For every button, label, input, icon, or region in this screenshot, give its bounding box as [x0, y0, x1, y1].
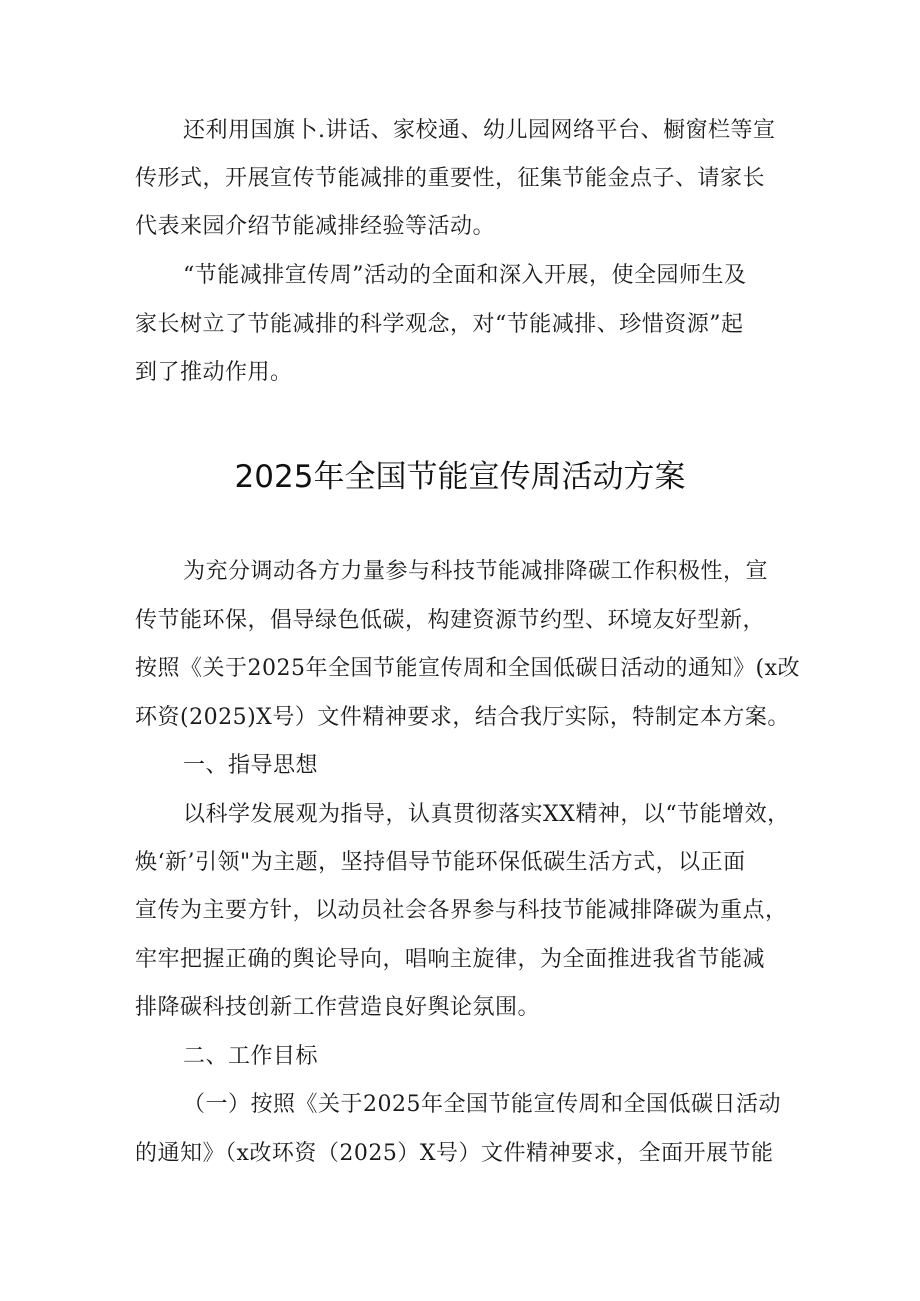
intro-paragraph-1-line: 还利用国旗卜.讲话、家校通、幼儿园网络平台、橱窗栏等宣: [183, 118, 776, 143]
intro-paragraph-2-line: “节能减排宣传周”活动的全面和深入开展，使全园师生及: [183, 263, 747, 288]
section-1-line: 牢牢把握正确的舆论导向，唱响主旋律，为全面推进我省节能减: [135, 947, 766, 972]
preamble-line: 传节能环保，倡导绿色低碳，构建资源节约型、环境友好型新，: [135, 608, 766, 633]
preamble-line: 按照《关于2025年全国节能宣传周和全国低碳日活动的通知》(x改: [135, 656, 800, 681]
section-2-line: 的通知》（x改环资（2025）X号）文件精神要求，全面开展节能: [135, 1141, 774, 1166]
section-2-line: （一）按照《关于2025年全国节能宣传周和全国低碳日活动: [183, 1092, 781, 1117]
page-title: 2025年全国节能宣传周活动方案: [234, 459, 686, 495]
intro-paragraph-1-line: 传形式，开展宣传节能减排的重要性，征集节能金点子、请家长: [135, 166, 766, 191]
intro-paragraph-2-line: 家长树立了节能减排的科学观念，对“节能减排、珍惜资源”起: [135, 312, 744, 337]
section-1-line: 以科学发展观为指导，认真贯彻落实XX精神，以“节能增效，: [183, 802, 790, 827]
preamble-line: 环资(2025)X号）文件精神要求，结合我厅实际，特制定本方案。: [135, 705, 790, 730]
section-1-line: 焕‘新’引领"为主题，坚持倡导节能环保低碳生活方式，以正面: [135, 850, 746, 875]
section-2-heading: 二、工作目标: [183, 1044, 319, 1069]
preamble-line: 为充分调动各方力量参与科技节能减排降碳工作积极性，宣: [183, 559, 769, 584]
section-1-line: 宣传为主要方针，以动员社会各界参与科技节能减排降碳为重点，: [135, 898, 788, 923]
intro-paragraph-1-line: 代表来园介绍节能减排经验等活动。: [135, 214, 496, 239]
section-1-line: 排降碳科技创新工作营造良好舆论氛围。: [135, 995, 541, 1020]
section-1-heading: 一、指导思想: [183, 753, 319, 778]
intro-paragraph-2-line: 到了推动作用。: [135, 360, 293, 385]
